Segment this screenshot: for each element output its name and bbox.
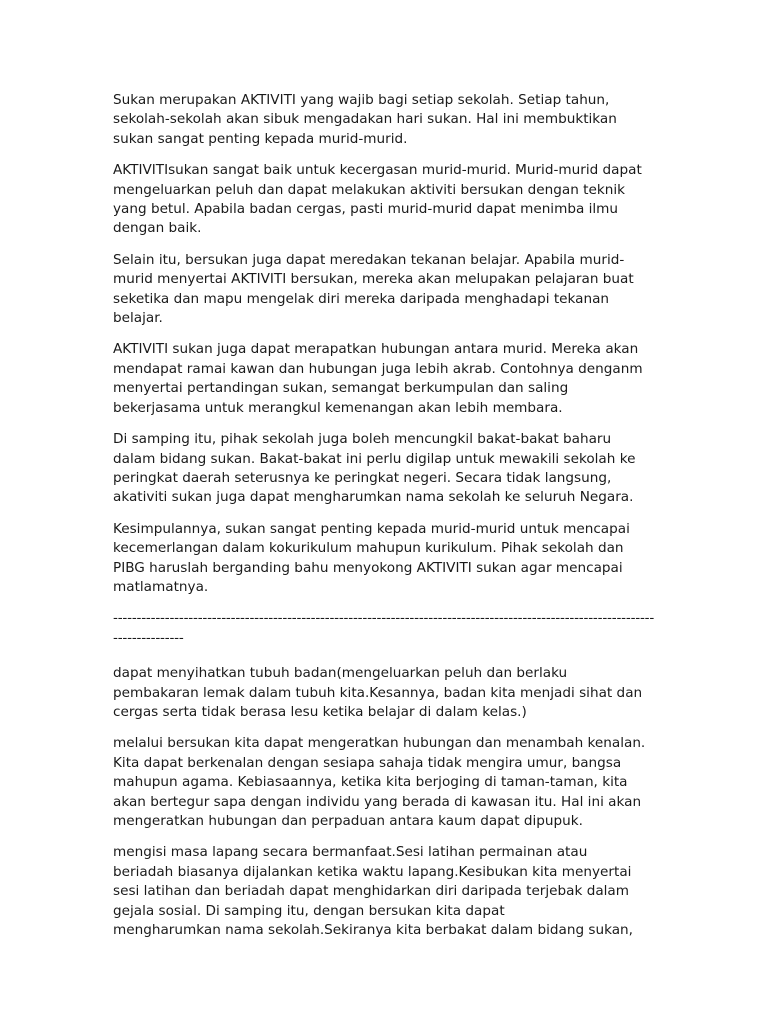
note-friendship: melalui bersukan kita dapat mengeratkan hubungan dan menambah kenalan. Kita dapat berkenalan dengan sesiapa sahaja tidak mengira umur, bangsa mahupun agama. Kebiasaannya, ketika kita berjoging di taman-taman, kita akan bertegur sapa dengan individu yang berada di kawasan itu. Hal ini akan mengeratkan hubungan dan perpaduan antara kaum dapat dipupuk. [113, 735, 646, 829]
note-leisure: mengisi masa lapang secara bermanfaat.Sesi latihan permainan atau beriadah biasanya dijalankan ketika waktu lapang.Kesibukan kita menyertai sesi latihan dan beriadah dapat menghidarkan diri daripada terjebak dalam gejala sosial. Di samping itu, dengan bersukan kita dapat mengharumkan nama sekolah.Sekiranya kita berbakat dalam bidang sukan, [113, 844, 633, 939]
paragraph-talent: Di samping itu, pihak sekolah juga boleh mencungkil bakat-bakat baharu dalam bidang sukan. Bakat-bakat ini perlu digilap untuk mewakili sekolah ke peringkat daerah seterusnya ke peringkat negeri. Secara tidak langsung, akativiti sukan juga dapat mengharumkan nama sekolah ke seluruh Negara. [113, 431, 636, 506]
paragraph-relationships: AKTIVITI sukan juga dapat merapatkan hubungan antara murid. Mereka akan mendapat ramai kawan dan hubungan juga lebih akrab. Contohnya denganm menyertai pertandingan sukan, semangat berkumpulan dan saling bekerjasama untuk merangkul kemenangan akan lebih membara. [113, 341, 643, 416]
dashed-divider: ---------------------------------------------------------------------------------------------------------------------------------- [113, 610, 655, 646]
document-body [113, 91, 658, 952]
paragraph-stress-relief: Selain itu, bersukan juga dapat meredakan tekanan belajar. Apabila murid- murid menyertai AKTIVITI bersukan, mereka akan melupakan pelajaran buat seketika dan mapu mengelak diri mereka daripada menghadapi tekanan belajar. [113, 251, 634, 327]
paragraph-intro: Sukan merupakan AKTIVITI yang wajib bagi setiap sekolah. Setiap tahun, sekolah-sekolah akan sibuk mengadakan hari sukan. Hal ini membuktikan sukan sangat penting kepada murid-murid. [113, 92, 617, 147]
paragraph-conclusion: Kesimpulannya, sukan sangat penting kepada murid-murid untuk mencapai kecemerlangan dalam kokurikulum mahupun kurikulum. Pihak sekolah dan PIBG haruslah berganding bahu menyokong AKTIVITI sukan agar mencapai matlamatnya. [113, 520, 630, 595]
note-health: dapat menyihatkan tubuh badan(mengeluarkan peluh dan berlaku pembakaran lemak dalam tubuh kita.Kesannya, badan kita menjadi sihat dan cergas serta tidak berasa lesu ketika belajar di dalam kelas.) [113, 665, 643, 720]
paragraph-fitness: AKTIVITIsukan sangat baik untuk kecergasan murid-murid. Murid-murid dapat mengeluarkan peluh dan dapat melakukan aktiviti bersukan dengan teknik yang betul. Apabila badan cergas, pasti murid-murid dapat menimba ilmu dengan baik. [113, 162, 642, 237]
